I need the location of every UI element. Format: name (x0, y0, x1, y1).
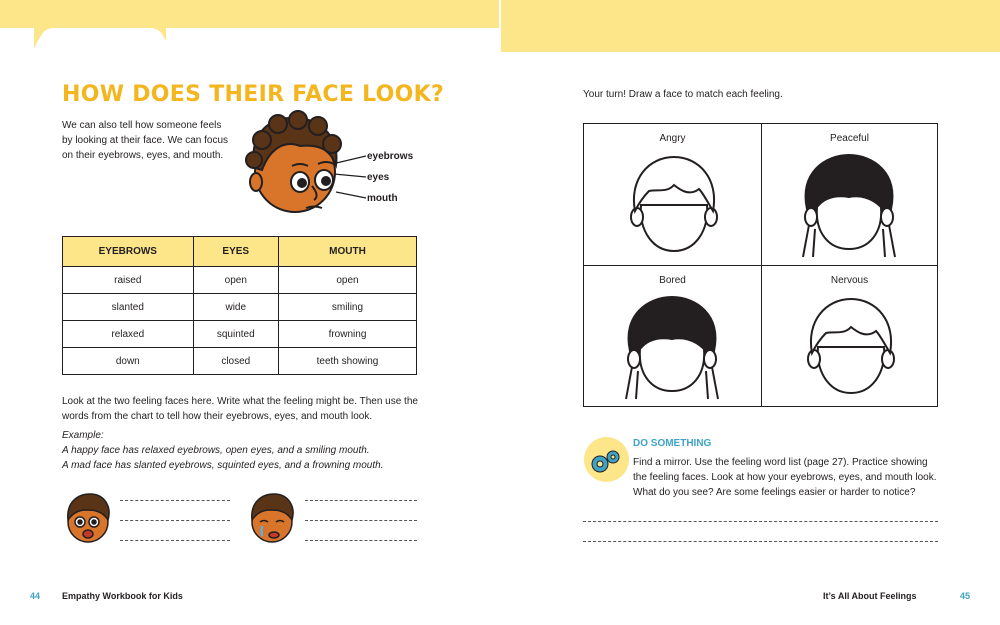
intro-text: We can also tell how someone feels by looking at their face. We can focus on their eyebrows, eyes, and mouth. (62, 120, 229, 161)
table-cell: wide (193, 294, 278, 321)
left-running-title: Empathy Workbook for Kids (62, 591, 183, 601)
blank-head-icon (796, 291, 906, 401)
drawing-cell-nervous[interactable] (761, 266, 938, 408)
table-cell: down (63, 348, 194, 375)
table-cell: relaxed (63, 321, 194, 348)
right-header-band (500, 0, 1000, 52)
left-page-number: 44 (30, 591, 41, 601)
table-row (63, 294, 417, 321)
header-eyes: EYES (193, 237, 278, 267)
header-eyebrows: EYEBROWS (63, 237, 194, 267)
example-line: A happy face has relaxed eyebrows, open eyes, and a smiling mouth. (62, 445, 370, 456)
drawing-cell-angry[interactable] (584, 124, 761, 266)
braided-head-icon (612, 291, 732, 406)
crying-face-icon (246, 490, 298, 548)
table-row (63, 267, 417, 294)
drawing-cell-bored[interactable] (584, 266, 761, 408)
table-cell: raised (63, 267, 194, 294)
table-cell: teeth showing (278, 348, 416, 375)
answer-line[interactable] (120, 520, 230, 521)
table-cell: open (193, 267, 278, 294)
table-cell: squinted (193, 321, 278, 348)
face-features-table (62, 236, 417, 375)
label-eyes: eyes (367, 172, 390, 183)
label-mouth: mouth (367, 193, 398, 204)
answer-line[interactable] (305, 520, 417, 521)
table-row (63, 348, 417, 375)
page-title: HOW DOES THEIR FACE LOOK? (62, 82, 445, 107)
drawing-grid (583, 123, 938, 407)
cell-label: Bored (659, 275, 686, 286)
label-eyebrows: eyebrows (367, 151, 414, 162)
cell-label: Angry (659, 133, 686, 144)
right-running-title: It’s All About Feelings (823, 591, 917, 601)
page-spine (499, 0, 501, 625)
answer-line[interactable] (305, 500, 417, 501)
pointer-lines (330, 150, 370, 205)
cell-label: Peaceful (830, 133, 869, 144)
answer-line[interactable] (305, 540, 417, 541)
gears-icon (588, 448, 624, 476)
example-line: A mad face has slanted eyebrows, squinted eyes, and a frowning mouth. (62, 460, 384, 471)
drawing-prompt: Your turn! Draw a face to match each feeling. (583, 89, 783, 100)
instructions-text: Look at the two feeling faces here. Write what the feeling might be. Then use the words from the chart to tell how their eyebrows, eyes, and mouth look. (62, 396, 418, 422)
do-something-title: DO SOMETHING (633, 438, 712, 449)
table-cell: slanted (63, 294, 194, 321)
braided-head-icon (789, 149, 909, 264)
example-label: Example: (62, 430, 104, 441)
drawing-cell-peaceful[interactable] (761, 124, 938, 266)
answer-line[interactable] (120, 540, 230, 541)
do-something-text: Find a mirror. Use the feeling word list (page 27). Practice showing the feeling faces. Look at how your eyebrows, eyes, and mouth look. What do you see? Are some feelings easier or harder to notice? (633, 457, 937, 498)
answer-line[interactable] (120, 500, 230, 501)
right-page-number: 45 (960, 591, 971, 601)
blank-head-icon (619, 149, 729, 259)
table-cell: smiling (278, 294, 416, 321)
table-cell: frowning (278, 321, 416, 348)
table-cell: closed (193, 348, 278, 375)
tab-shape (0, 0, 500, 52)
table-row (63, 321, 417, 348)
cell-label: Nervous (830, 275, 869, 286)
scared-face-icon (62, 490, 114, 548)
answer-line[interactable] (583, 521, 938, 522)
answer-line[interactable] (583, 541, 938, 542)
table-cell: open (278, 267, 416, 294)
header-mouth: MOUTH (278, 237, 416, 267)
